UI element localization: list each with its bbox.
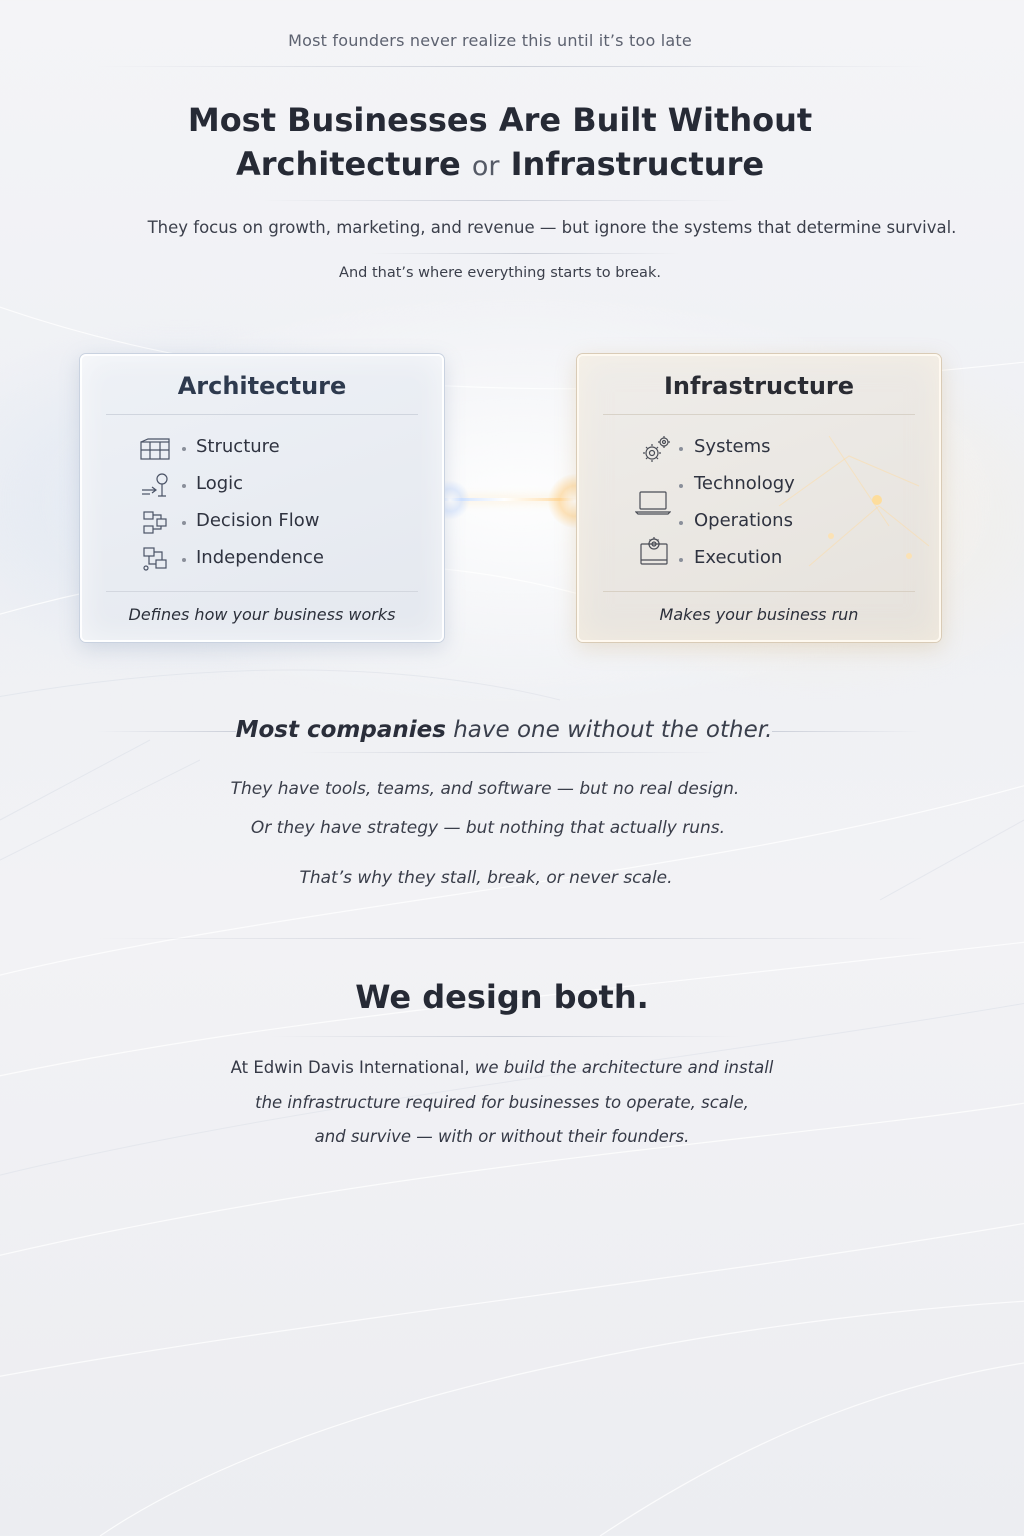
tagline: Most founders never realize this until it’s too late bbox=[288, 31, 692, 50]
solution-heading: We design both. bbox=[355, 978, 649, 1016]
divider bbox=[370, 253, 680, 254]
solution-line bbox=[0, 1127, 1014, 1146]
infrastructure-item-systems: Systems bbox=[694, 436, 771, 457]
bullet bbox=[679, 521, 683, 525]
card-divider bbox=[603, 414, 915, 415]
title-word-infrastructure: Infrastructure bbox=[510, 145, 765, 183]
bullet bbox=[679, 484, 683, 488]
infrastructure-item-execution: Execution bbox=[694, 547, 783, 568]
bullet bbox=[182, 447, 186, 451]
divider bbox=[260, 200, 740, 201]
infrastructure-card-footer: Makes your business run bbox=[659, 605, 859, 624]
solution-line-1: we build the architecture and install bbox=[474, 1058, 774, 1077]
infrastructure-card-title: Infrastructure bbox=[663, 372, 855, 400]
gear-device-icon bbox=[639, 534, 669, 566]
divider bbox=[96, 66, 928, 67]
circuit-glow-decoration bbox=[769, 416, 939, 596]
company-name: At Edwin Davis International, bbox=[230, 1058, 470, 1077]
infrastructure-card bbox=[577, 354, 941, 642]
infrastructure-item-operations: Operations bbox=[694, 510, 793, 531]
laptop-icon bbox=[635, 490, 671, 516]
bullet bbox=[182, 484, 186, 488]
problem-line: That’s why they stall, break, or never scale. bbox=[299, 868, 673, 888]
architecture-item-structure: Structure bbox=[196, 436, 280, 457]
infrastructure-item-technology: Technology bbox=[694, 473, 795, 494]
architecture-card bbox=[80, 354, 444, 642]
logic-icon bbox=[140, 472, 170, 500]
bullet bbox=[679, 558, 683, 562]
solution-line-3: and survive — with or without their founders. bbox=[314, 1127, 690, 1146]
subheadline: They focus on growth, marketing, and revenue — but ignore the systems that determine survival. bbox=[147, 218, 957, 237]
gears-icon bbox=[639, 434, 673, 466]
problem-line: Or they have strategy — but nothing that actually runs. bbox=[250, 818, 726, 838]
solution-line bbox=[0, 1058, 1014, 1077]
subheadline-secondary: And that’s where everything starts to break. bbox=[339, 265, 661, 281]
divider bbox=[96, 938, 928, 939]
bullet bbox=[182, 521, 186, 525]
card-divider bbox=[603, 591, 915, 592]
card-divider bbox=[106, 591, 418, 592]
divider bbox=[270, 1036, 740, 1037]
bullet bbox=[182, 558, 186, 562]
architecture-item-independence: Independence bbox=[196, 547, 325, 568]
architecture-card-footer: Defines how your business works bbox=[128, 605, 396, 624]
page-title bbox=[0, 98, 1012, 189]
problem-line: They have tools, teams, and software — but no real design. bbox=[230, 779, 740, 799]
problem-rest: have one without the other. bbox=[453, 717, 773, 743]
solution-line bbox=[0, 1093, 1014, 1112]
decision-flow-icon bbox=[142, 510, 168, 536]
architecture-card-title: Architecture bbox=[177, 372, 347, 400]
card-divider bbox=[106, 414, 418, 415]
solution-line-2: the infrastructure required for businesses to operate, scale, bbox=[255, 1093, 749, 1112]
independence-icon bbox=[142, 546, 168, 572]
title-line-2 bbox=[0, 142, 1012, 189]
structure-icon bbox=[140, 438, 170, 460]
architecture-item-decision-flow: Decision Flow bbox=[196, 510, 320, 531]
architecture-item-logic: Logic bbox=[196, 473, 244, 494]
problem-statement bbox=[0, 717, 1016, 743]
bullet bbox=[679, 447, 683, 451]
title-line-1: Most Businesses Are Built Without bbox=[187, 101, 813, 139]
title-connector: or bbox=[471, 151, 500, 182]
divider bbox=[300, 752, 720, 753]
title-word-architecture: Architecture bbox=[235, 145, 461, 183]
problem-emphasis: Most companies bbox=[235, 717, 446, 743]
